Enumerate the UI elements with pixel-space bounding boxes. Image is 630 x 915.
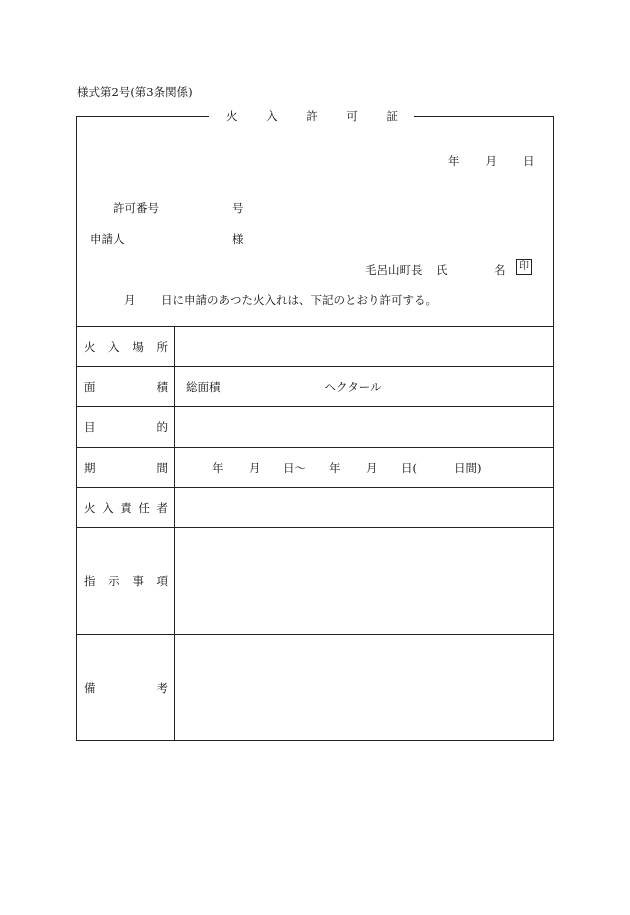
place-value-cell[interactable] xyxy=(175,327,554,367)
instructions-value-cell[interactable] xyxy=(175,528,554,635)
label-cell xyxy=(77,367,175,407)
row-area xyxy=(77,367,554,407)
seal-box: 印 xyxy=(516,259,532,275)
label-cell xyxy=(77,407,175,448)
row-purpose xyxy=(77,407,554,448)
period-value-cell[interactable] xyxy=(175,448,554,488)
label-char: 任 xyxy=(138,500,150,515)
title-char: 許 xyxy=(306,109,318,123)
title-char: 証 xyxy=(386,109,398,123)
label-char: 目 xyxy=(84,420,96,434)
row-instructions xyxy=(77,528,554,635)
remarks-value-cell[interactable] xyxy=(175,635,554,741)
form-number-label: 様式第2号(第3条関係) xyxy=(77,85,193,99)
applicant-label: 申請人 xyxy=(90,232,125,246)
label-char: 者 xyxy=(156,500,168,515)
row-responsible xyxy=(77,488,554,528)
period-label xyxy=(77,460,174,476)
period-value xyxy=(175,460,553,476)
purpose-label xyxy=(77,419,174,435)
period-end-month: 月 xyxy=(366,460,378,475)
label-char: 積 xyxy=(156,379,168,394)
label-cell xyxy=(77,488,175,528)
label-char: 入 xyxy=(102,500,114,515)
date-year: 年 xyxy=(448,154,460,168)
label-char: 責 xyxy=(120,500,132,515)
frame-top-left-border xyxy=(76,116,209,117)
mayor-name-mei: 名 xyxy=(494,263,506,277)
label-char: 入 xyxy=(108,339,120,354)
date-day: 日 xyxy=(523,154,535,168)
label-char: 的 xyxy=(156,420,168,434)
label-char: 期 xyxy=(84,460,96,475)
label-char: 項 xyxy=(156,574,168,588)
document-title xyxy=(212,108,412,124)
area-value xyxy=(175,379,553,395)
title-char: 火 xyxy=(226,109,238,123)
area-label xyxy=(77,379,174,395)
total-area-label: 総面積 xyxy=(186,379,221,394)
frame-top-right-border xyxy=(414,116,554,117)
mayor-title: 毛呂山町長 xyxy=(365,263,423,277)
label-char: 火 xyxy=(84,339,96,354)
label-char: 備 xyxy=(84,680,96,695)
area-unit: ヘクタール xyxy=(324,379,382,394)
applicant-suffix: 様 xyxy=(232,232,244,246)
label-char: 指 xyxy=(84,574,96,588)
period-start-month: 月 xyxy=(249,460,261,475)
row-period xyxy=(77,448,554,488)
label-char: 所 xyxy=(156,339,168,354)
label-char: 面 xyxy=(84,379,96,394)
responsible-label xyxy=(77,500,174,516)
period-start-year: 年 xyxy=(212,460,224,475)
title-char: 可 xyxy=(346,109,358,123)
label-char: 火 xyxy=(84,500,96,515)
label-char: 場 xyxy=(132,339,144,354)
label-cell xyxy=(77,327,175,367)
row-place xyxy=(77,327,554,367)
place-label xyxy=(77,339,174,355)
period-start-day: 日〜 xyxy=(283,460,306,475)
period-days: 日間) xyxy=(454,460,482,475)
period-end-day: 日( xyxy=(401,460,417,475)
label-char: 考 xyxy=(156,680,168,695)
label-char: 示 xyxy=(108,574,120,588)
purpose-value-cell[interactable] xyxy=(175,407,554,448)
date-month: 月 xyxy=(485,154,497,168)
label-cell xyxy=(77,528,175,635)
instructions-label xyxy=(77,573,174,589)
responsible-value-cell[interactable] xyxy=(175,488,554,528)
period-end-year: 年 xyxy=(329,460,341,475)
permit-number-label: 許可番号 xyxy=(113,201,159,215)
permit-details-table xyxy=(76,326,554,741)
row-remarks xyxy=(77,635,554,741)
remarks-label xyxy=(77,680,174,696)
statement-month: 月 xyxy=(124,293,136,307)
label-char: 事 xyxy=(132,574,144,588)
mayor-name-shi: 氏 xyxy=(436,263,448,277)
issue-date xyxy=(448,153,535,169)
area-value-cell[interactable] xyxy=(175,367,554,407)
label-char: 間 xyxy=(156,460,168,475)
label-cell xyxy=(77,635,175,741)
statement-text: 日に申請のあつた火入れは、下記のとおり許可する。 xyxy=(161,293,437,307)
title-char: 入 xyxy=(266,109,278,123)
label-cell xyxy=(77,448,175,488)
permit-number-suffix: 号 xyxy=(232,201,244,215)
